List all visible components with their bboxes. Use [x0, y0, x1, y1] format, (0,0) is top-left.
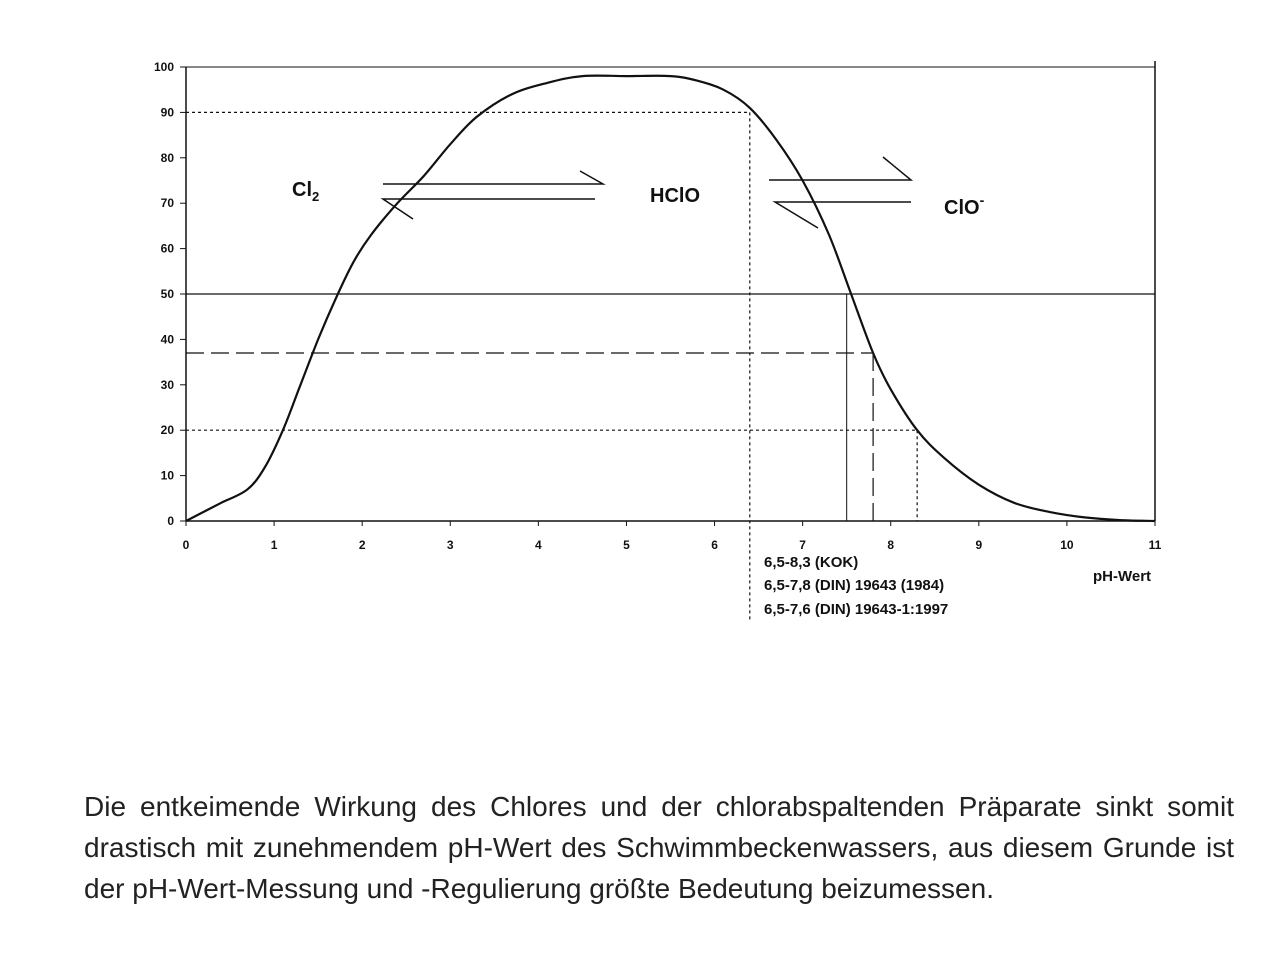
x-tick-label: 3	[446, 538, 454, 552]
x-tick-label: 5	[623, 538, 630, 552]
x-axis-label: pH-Wert	[1093, 568, 1152, 585]
y-tick-label: 80	[160, 150, 174, 165]
y-tick-label: 50	[160, 287, 174, 301]
y-tick-label: 20	[160, 423, 174, 438]
caption-paragraph: Die entkeimende Wirkung des Chlores und der chlorabspaltenden Präparate sinkt somit drastisch mit zunehmendem pH-Wert des Schwimmbeckenwassers, aus diesem Grunde ist der pH-Wert-Messung und -Regulierung größte Bedeutung beizumessen.	[84, 791, 1234, 904]
clo-label: ClO-	[944, 192, 985, 219]
y-tick-label: 60	[160, 241, 174, 256]
y-tick-label: 100	[153, 60, 174, 74]
annotation-din-1984: 6,5-7,8 (DIN) 19643 (1984)	[764, 577, 945, 594]
arrow-left-hclo-cl2	[383, 199, 595, 219]
y-tick-label: 10	[160, 468, 174, 483]
y-tick-label: 70	[160, 196, 174, 211]
x-tick-label: 1	[270, 538, 278, 552]
arrow-right-cl2-hclo	[383, 171, 603, 184]
x-tick-label: 8	[887, 538, 895, 552]
annotation-din-1997: 6,5-7,6 (DIN) 19643-1:1997	[764, 601, 949, 618]
hclo-label: HClO	[650, 185, 700, 207]
curve-layer	[186, 76, 1155, 521]
x-tick-label: 0	[182, 538, 190, 552]
y-tick-label: 90	[160, 105, 174, 120]
equilibrium-arrows	[383, 157, 911, 228]
x-tick-label: 7	[799, 538, 806, 552]
y-tick-label: 40	[160, 332, 174, 347]
x-tick-label: 6	[711, 538, 718, 552]
x-tick-label: 9	[975, 538, 983, 552]
arrow-left-clo-hclo	[775, 202, 911, 228]
hclo-fraction-curve	[186, 76, 1155, 521]
axis-ticks	[154, 60, 1162, 552]
x-tick-label: 2	[358, 538, 366, 552]
cl2-label: $Cl_2$	[292, 179, 320, 204]
y-tick-label: 0	[167, 514, 174, 528]
x-tick-label: 4	[535, 538, 542, 552]
annotation-kok: 6,5-8,3 (KOK)	[764, 554, 859, 571]
plot-frame	[186, 61, 1155, 521]
x-tick-label: 11	[1148, 538, 1162, 552]
y-tick-label: 30	[160, 377, 174, 392]
x-tick-label: 10	[1060, 538, 1074, 552]
